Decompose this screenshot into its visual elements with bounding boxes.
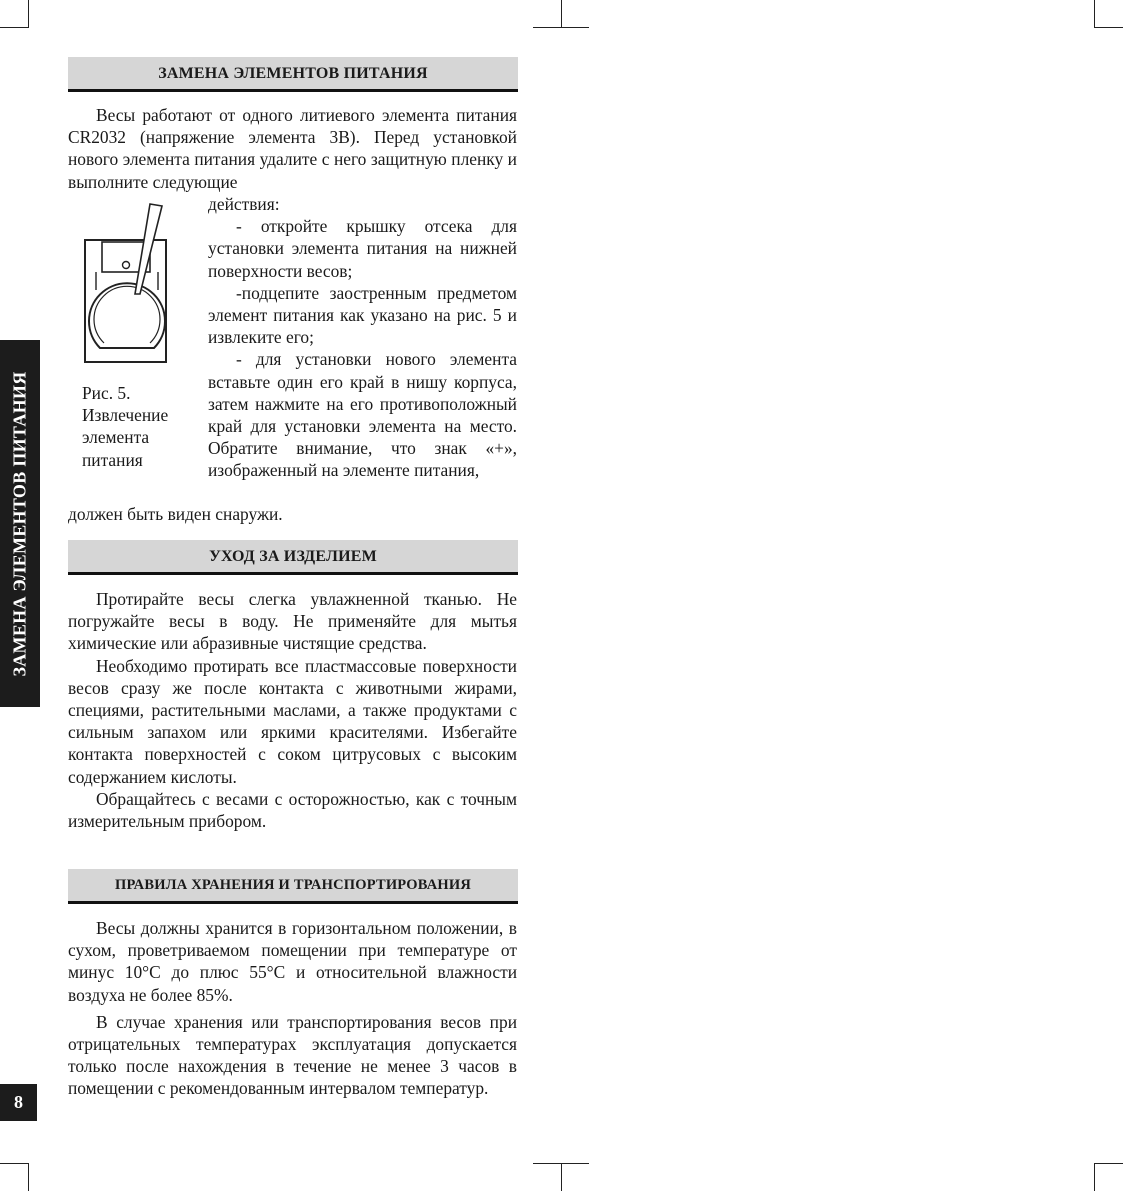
storage-paragraph: В случае хранения или транспортирования весов при отрицательных температурах эксплуатация допускается только после нахождения в течение не менее 3 часов в помещении с рекомендованным интервалом температур. <box>68 1011 517 1099</box>
crop-mark <box>28 0 29 28</box>
caption-line: Рис. 5. <box>82 383 131 403</box>
page-number: 8 <box>0 1084 37 1121</box>
caption-line: питания <box>82 449 143 470</box>
section-title-care: УХОД ЗА ИЗДЕЛИЕМ <box>68 540 518 575</box>
crop-mark <box>1094 27 1123 28</box>
step-open-cover: - откройте крышку отсека для установки элемента питания на нижней поверхности весов; <box>208 216 517 281</box>
crop-mark <box>561 0 562 28</box>
battery-removal-figure <box>78 198 188 378</box>
step-install-tail: должен быть виден снаружи. <box>68 504 283 524</box>
step-install-battery: - для установки нового элемента вставьте один его край в нишу корпуса, затем нажмите на его противоположный край для установки элемента на место. Обратите внимание, что знак «+», изображенный на элементе питания, <box>208 349 517 481</box>
care-paragraph: Необходимо протирать все пластмассовые поверхности весов сразу же после контакта с животными жирами, специями, растительными маслами, а также продуктами с сильным запахом или яркими красителями. Избегайте контакта поверхностей с соком цитрусовых с высоким содержанием кислоты. <box>68 655 517 787</box>
battery-steps <box>208 193 517 482</box>
crop-mark <box>1094 1163 1095 1191</box>
figure-caption <box>82 382 202 471</box>
care-paragraph: Обращайтесь с весами с осторожностью, как с точным измерительным прибором. <box>68 788 517 832</box>
crop-mark <box>561 1163 562 1191</box>
section-title-storage: ПРАВИЛА ХРАНЕНИЯ И ТРАНСПОРТИРОВАНИЯ <box>68 869 518 904</box>
crop-mark <box>1094 1163 1123 1164</box>
side-tab-label: ЗАМЕНА ЭЛЕМЕНТОВ ПИТАНИЯ <box>9 370 30 677</box>
battery-intro <box>68 104 517 193</box>
caption-line: элемента <box>82 427 150 448</box>
storage-paragraph: Весы должны хранится в горизонтальном положении, в сухом, проветриваемом помещении при температуре от минус 10°С до плюс 55°С и относительной влажности воздуха не более 85%. <box>68 918 517 1005</box>
crop-mark <box>1094 0 1095 28</box>
care-paragraph: Протирайте весы слегка увлажненной тканью. Не погружайте весы в воду. Не применяйте для мытья химические или абразивные чистящие средства. <box>68 589 517 654</box>
crop-mark <box>0 27 29 28</box>
section-title-battery: ЗАМЕНА ЭЛЕМЕНТОВ ПИТАНИЯ <box>68 57 518 92</box>
actions-label: действия: <box>208 194 280 214</box>
crop-mark <box>28 1163 29 1191</box>
caption-line: Извлечение <box>82 405 169 426</box>
crop-mark <box>0 1163 29 1164</box>
step-remove-battery: -подцепите заостренным предметом элемент питания как указано на рис. 5 и извлеките его; <box>208 282 517 348</box>
side-tab <box>0 340 40 707</box>
storage-text <box>68 917 517 1100</box>
battery-intro-text: Весы работают от одного литиевого элемента питания CR2032 (напряжение элемента 3В). Перед установкой нового элемента питания удалите с него защитную пленку и выполните следующие <box>68 105 517 192</box>
care-text <box>68 588 517 832</box>
